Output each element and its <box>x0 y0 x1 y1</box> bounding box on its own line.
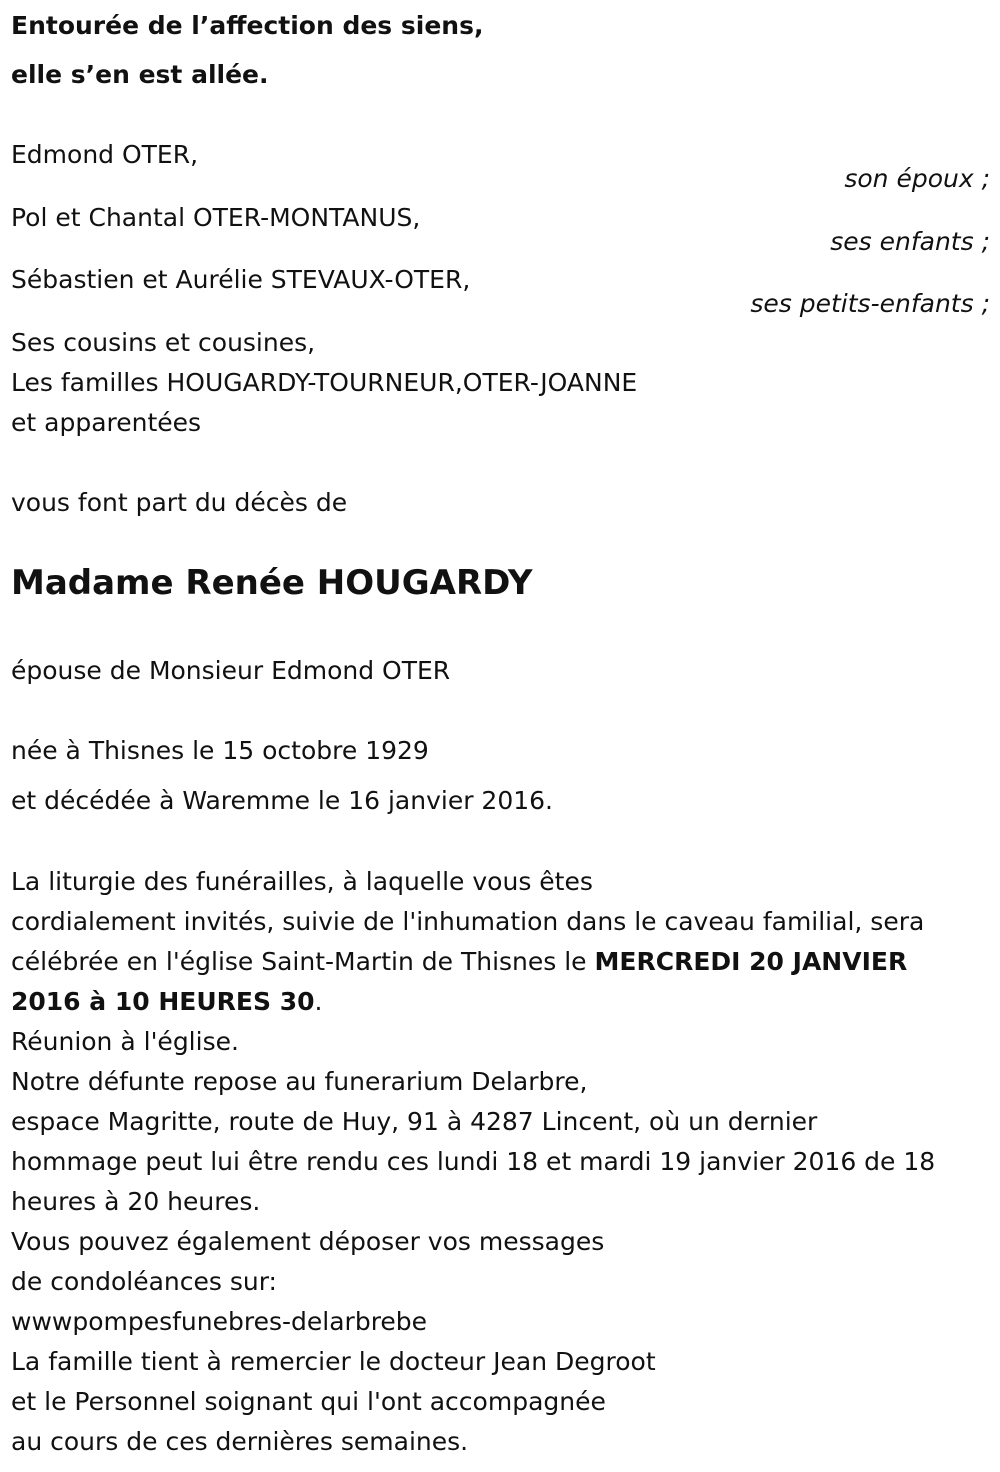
ceremony-line: cordialement invités, suivie de l'inhumation dans le caveau familial, sera <box>11 907 925 936</box>
ceremony-text: célébrée en l'église Saint-Martin de Thisnes le <box>11 947 595 976</box>
family-relation-children: ses enfants ; <box>830 227 990 256</box>
ceremony-line: hommage peut lui être rendu ces lundi 18 et mardi 19 janvier 2016 de 18 <box>11 1147 936 1176</box>
ceremony-text: . <box>314 987 323 1016</box>
spouse-line: épouse de Monsieur Edmond OTER <box>11 656 451 685</box>
ceremony-line <box>11 942 991 982</box>
extended-family-line: Ses cousins et cousines, <box>11 328 316 357</box>
ceremony-line <box>11 982 991 1022</box>
ceremony-line: de condoléances sur: <box>11 1267 277 1296</box>
ceremony-date: MERCREDI 20 JANVIER <box>594 947 908 976</box>
intro-line-1: Entourée de l’affection des siens, <box>11 11 484 40</box>
intro-line-2: elle s’en est allée. <box>11 60 269 89</box>
ceremony-line: et le Personnel soignant qui l'ont accompagnée <box>11 1387 606 1416</box>
ceremony-line: La liturgie des funérailles, à laquelle vous êtes <box>11 867 593 896</box>
ceremony-line: espace Magritte, route de Huy, 91 à 4287 Lincent, où un dernier <box>11 1107 818 1136</box>
family-relation-grandchildren: ses petits-enfants ; <box>750 289 990 318</box>
ceremony-line: au cours de ces dernières semaines. <box>11 1427 469 1456</box>
extended-family-line: Les familles HOUGARDY-TOURNEUR,OTER-JOANNE <box>11 368 638 397</box>
birth-line: née à Thisnes le 15 octobre 1929 <box>11 736 429 765</box>
ceremony-line: heures à 20 heures. <box>11 1187 261 1216</box>
extended-family-line: et apparentées <box>11 408 202 437</box>
deceased-name: Madame Renée HOUGARDY <box>11 563 533 603</box>
death-line: et décédée à Waremme le 16 janvier 2016. <box>11 786 553 815</box>
family-name-children: Pol et Chantal OTER-MONTANUS, <box>11 203 421 232</box>
announcement-text: vous font part du décès de <box>11 488 348 517</box>
ceremony-paragraph <box>11 862 991 1462</box>
condolence-website: wwwpompesfunebres-delarbrebe <box>11 1307 428 1336</box>
ceremony-line: Notre défunte repose au funerarium Delarbre, <box>11 1067 588 1096</box>
ceremony-time: 2016 à 10 HEURES 30 <box>11 987 315 1016</box>
family-name-spouse: Edmond OTER, <box>11 140 199 169</box>
ceremony-line: La famille tient à remercier le docteur Jean Degroot <box>11 1347 656 1376</box>
family-name-grandchildren: Sébastien et Aurélie STEVAUX-OTER, <box>11 265 471 294</box>
ceremony-line: Vous pouvez également déposer vos messages <box>11 1227 605 1256</box>
ceremony-line: Réunion à l'église. <box>11 1027 239 1056</box>
family-relation-spouse: son époux ; <box>844 164 990 193</box>
